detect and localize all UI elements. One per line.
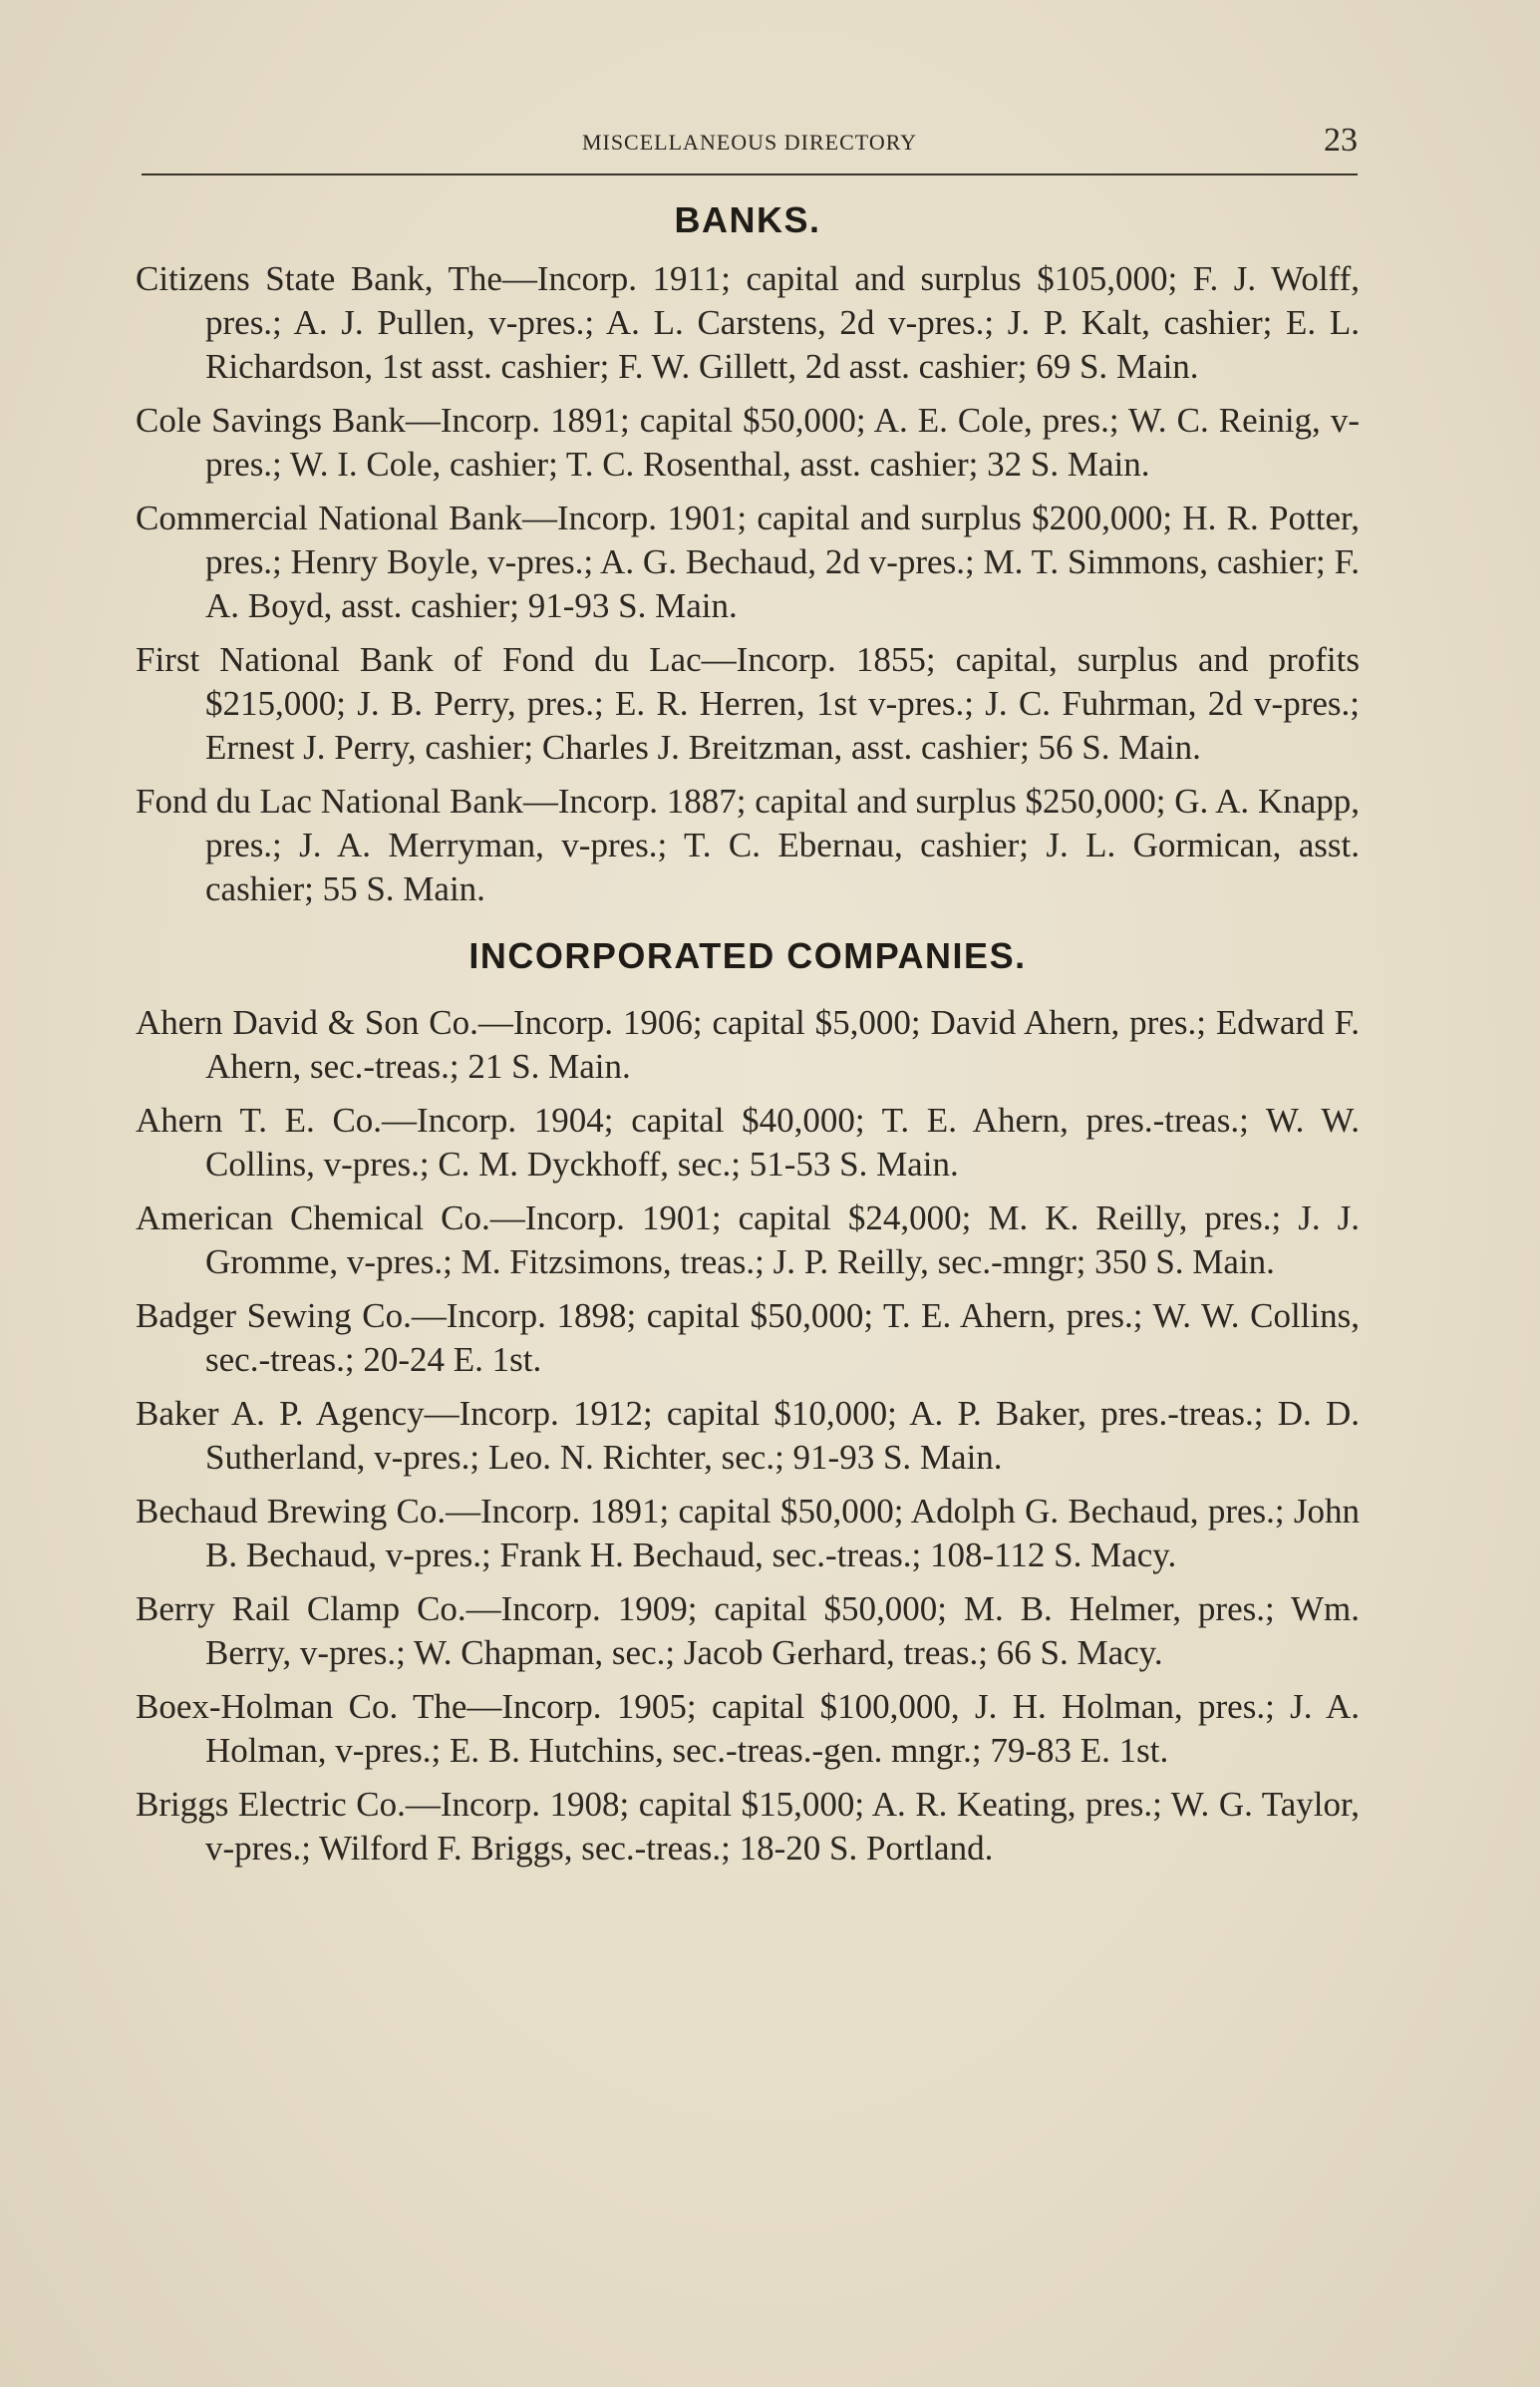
section-title-incorporated-companies: INCORPORATED COMPANIES. — [468, 935, 1027, 976]
list-item: Commercial National Bank—Incorp. 1901; capital and surplus $200,000; H. R. Potter, pres.; Henry Boyle, v-pres.; A. G. Bechaud, 2d v-pres.; M. T. Simmons, cashier; F. A. Boyd, asst. cashier; 91-93 S. Main. — [136, 499, 1360, 625]
companies-list — [136, 1001, 1360, 1871]
list-item: Citizens State Bank, The—Incorp. 1911; capital and surplus $105,000; F. J. Wolff, pres.; A. J. Pullen, v-pres.; A. L. Carstens, 2d v-pres.; J. P. Kalt, cashier; E. L. Richardson, 1st asst. cashier; F. W. Gillett, 2d asst. cashier; 69 S. Main. — [136, 259, 1360, 386]
list-item: Cole Savings Bank—Incorp. 1891; capital $50,000; A. E. Cole, pres.; W. C. Reinig, v-pres.; W. I. Cole, cashier; T. C. Rosenthal, asst. cashier; 32 S. Main. — [136, 401, 1360, 484]
header-rule — [142, 173, 1358, 175]
page-content — [136, 195, 1360, 1880]
list-item: First National Bank of Fond du Lac—Incorp. 1855; capital, surplus and profits $215,000; J. B. Perry, pres.; E. R. Herren, 1st v-pres.; J. C. Fuhrman, 2d v-pres.; Ernest J. Perry, cashier; Charles J. Breitzman, asst. cashier; 56 S. Main. — [136, 640, 1360, 767]
list-item: Fond du Lac National Bank—Incorp. 1887; capital and surplus $250,000; G. A. Knapp, pres.; J. A. Merryman, v-pres.; T. C. Ebernau, cashier; J. L. Gormican, asst. cashier; 55 S. Main. — [136, 782, 1360, 908]
list-item: Briggs Electric Co.—Incorp. 1908; capital $15,000; A. R. Keating, pres.; W. G. Taylor, v-pres.; Wilford F. Briggs, sec.-treas.; 18-20 S. Portland. — [136, 1785, 1360, 1868]
banks-list — [136, 257, 1360, 911]
list-item: Ahern T. E. Co.—Incorp. 1904; capital $40,000; T. E. Ahern, pres.-treas.; W. W. Collins, v-pres.; C. M. Dyckhoff, sec.; 51-53 S. Main. — [136, 1101, 1360, 1184]
list-item: Bechaud Brewing Co.—Incorp. 1891; capital $50,000; Adolph G. Bechaud, pres.; John B. Bechaud, v-pres.; Frank H. Bechaud, sec.-treas.; 108-112 S. Macy. — [136, 1492, 1360, 1574]
list-item: Ahern David & Son Co.—Incorp. 1906; capital $5,000; David Ahern, pres.; Edward F. Ahern, sec.-treas.; 21 S. Main. — [136, 1003, 1360, 1086]
list-item: Boex-Holman Co. The—Incorp. 1905; capital $100,000, J. H. Holman, pres.; J. A. Holman, v-pres.; E. B. Hutchins, sec.-treas.-gen. mngr.; 79-83 E. 1st. — [136, 1687, 1360, 1770]
list-item: Berry Rail Clamp Co.—Incorp. 1909; capital $50,000; M. B. Helmer, pres.; Wm. Berry, v-pres.; W. Chapman, sec.; Jacob Gerhard, treas.; 66 S. Macy. — [136, 1589, 1360, 1672]
running-head: MISCELLANEOUS DIRECTORY — [581, 130, 918, 155]
section-title-banks: BANKS. — [674, 199, 821, 240]
page-number: 23 — [1324, 122, 1358, 159]
list-item: Baker A. P. Agency—Incorp. 1912; capital $10,000; A. P. Baker, pres.-treas.; D. D. Sutherland, v-pres.; Leo. N. Richter, sec.; 91-93 S. Main. — [136, 1394, 1360, 1477]
list-item: American Chemical Co.—Incorp. 1901; capital $24,000; M. K. Reilly, pres.; J. J. Gromme, v-pres.; M. Fitzsimons, treas.; J. P. Reilly, sec.-mngr; 350 S. Main. — [136, 1198, 1360, 1281]
page-header — [142, 122, 1358, 168]
list-item: Badger Sewing Co.—Incorp. 1898; capital $50,000; T. E. Ahern, pres.; W. W. Collins, sec.-treas.; 20-24 E. 1st. — [136, 1296, 1360, 1379]
